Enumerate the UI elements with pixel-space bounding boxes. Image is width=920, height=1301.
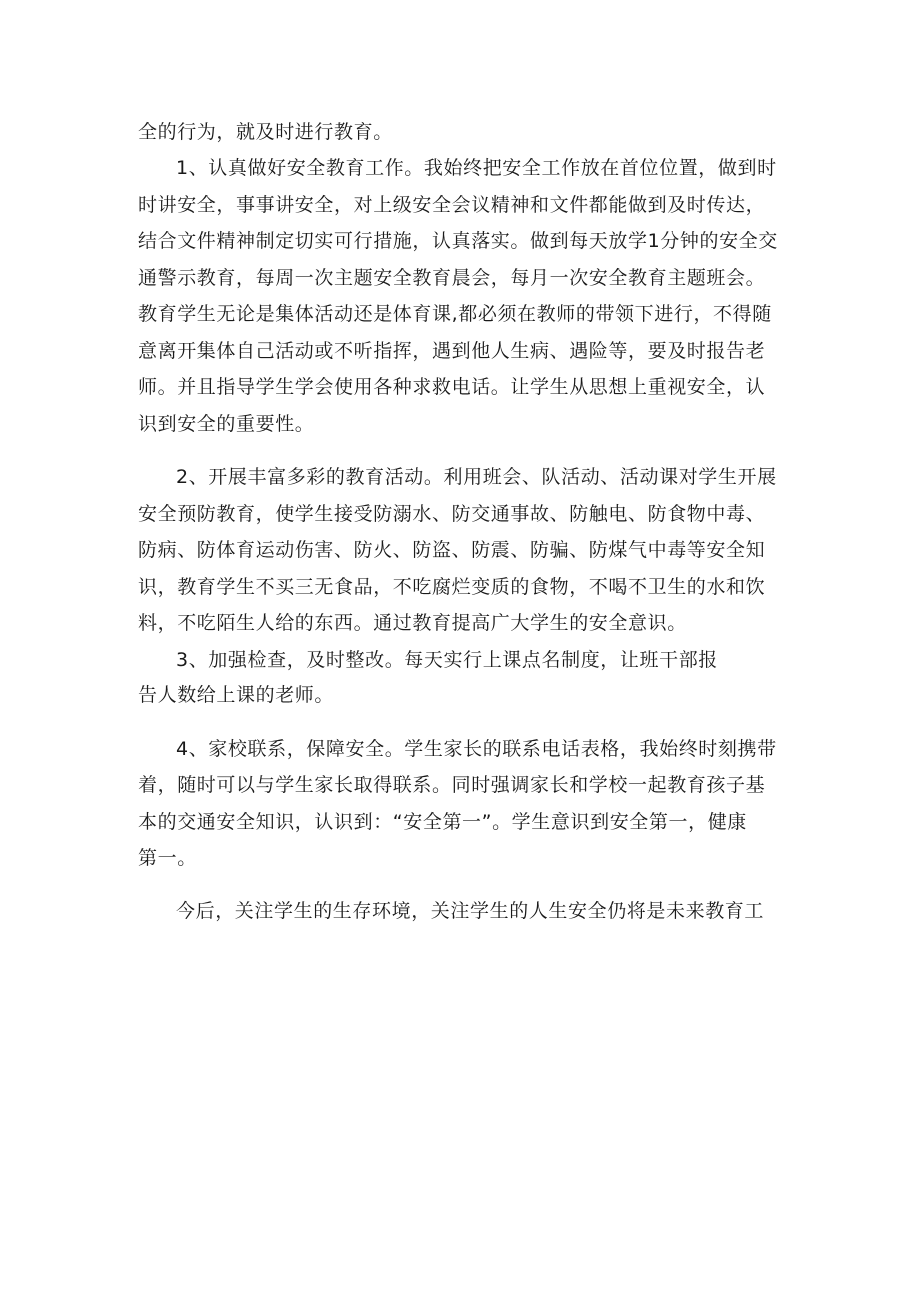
text-line: 通警示教育，每周一次主题安全教育晨会，每月一次安全教育主题班会。 [138,267,766,289]
text-line: 本的交通安全知识，认识到：“安全第一”。学生意识到安全第一，健康 [138,811,747,833]
text-line: 着，随时可以与学生家长取得联系。同时强调家长和学校一起教育孩子基 [138,774,766,796]
text-line: 料，不吃陌生人给的东西。通过教育提高广大学生的安全意识。 [138,612,687,634]
text-line: 意离开集体自己活动或不听指挥，遇到他人生病、遇险等，要及时报告老 [138,340,766,362]
text-line: 师。并且指导学生学会使用各种求救电话。让学生从思想上重视安全，认 [138,376,766,398]
text-line: 时讲安全，事事讲安全，对上级安全会议精神和文件都能做到及时传达， [138,194,766,216]
text-line: 告人数给上课的老师。 [138,684,335,706]
text-line: 安全预防教育，使学生接受防溺水、防交通事故、防触电、防食物中毒、 [138,503,766,525]
text-line: 3、加强检查，及时整改。每天实行上课点名制度，让班干部报 [176,649,718,671]
text-line: 2、开展丰富多彩的教育活动。利用班会、队活动、活动课对学生开展 [176,466,777,488]
text-line: 识，教育学生不买三无食品，不吃腐烂变质的食物，不喝不卫生的水和饮 [138,576,766,598]
text-line: 结合文件精神制定切实可行措施，认真落实。做到每天放学1分钟的安全交 [138,230,778,252]
text-line: 1、认真做好安全教育工作。我始终把安全工作放在首位位置，做到时 [176,157,777,179]
text-line: 识到安全的重要性。 [138,413,315,435]
text-line: 今后，关注学生的生存环境，关注学生的人生安全仍将是未来教育工 [176,900,765,922]
text-line: 第一。 [138,847,197,869]
text-line: 全的行为，就及时进行教育。 [138,121,393,143]
text-line: 防病、防体育运动伤害、防火、防盗、防震、防骗、防煤气中毒等安全知 [138,539,766,561]
text-line: 教育学生无论是集体活动还是体育课,都必须在教师的带领下进行，不得随 [138,303,772,325]
text-line: 4、家校联系，保障安全。学生家长的联系电话表格，我始终时刻携带 [176,738,777,760]
